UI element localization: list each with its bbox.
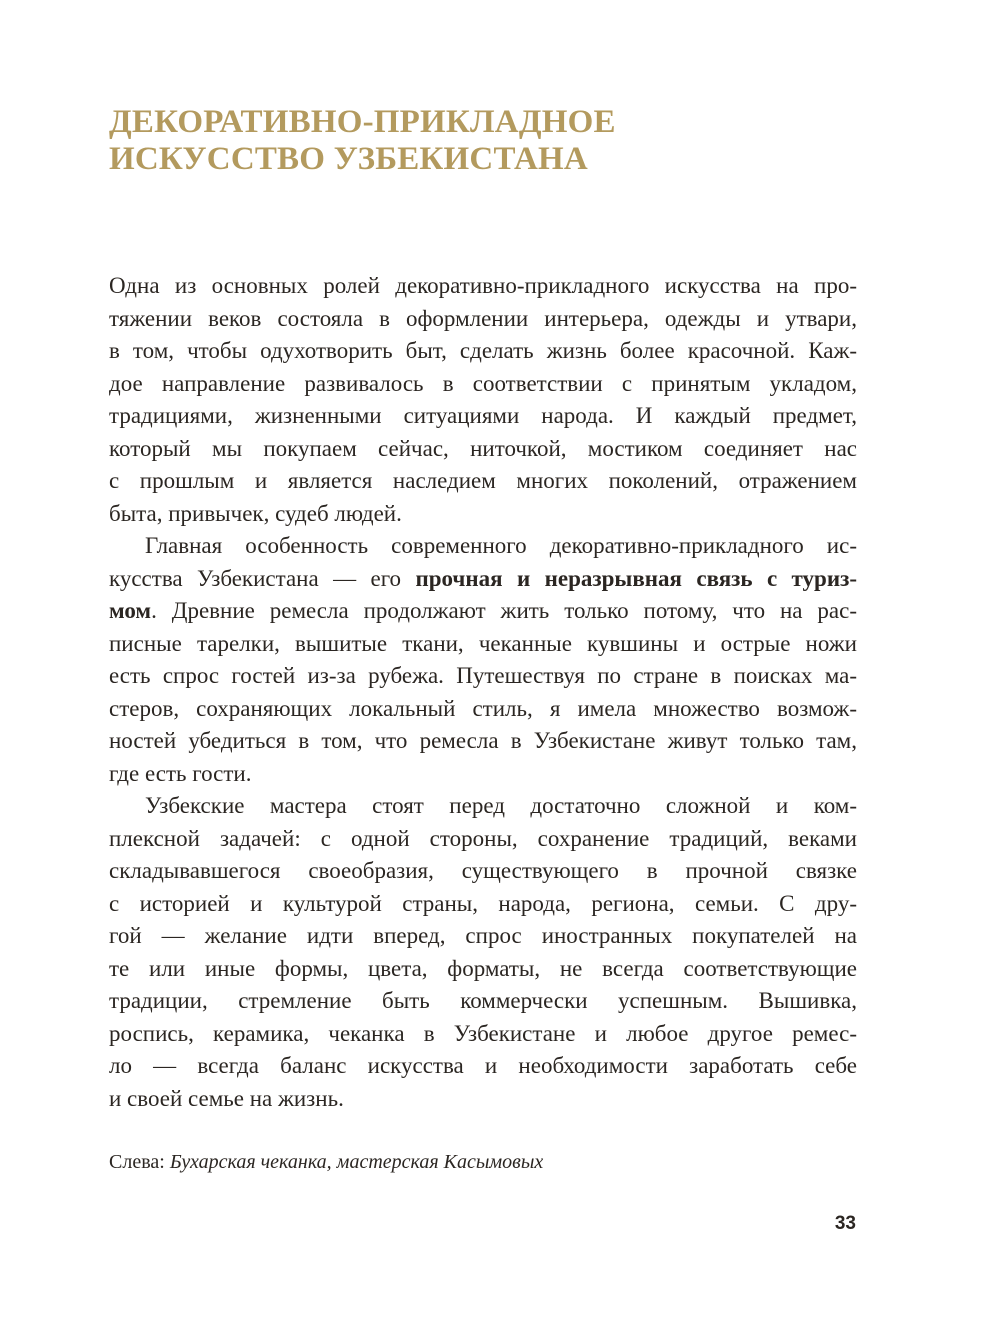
text-line: Одна из основных ролей декоративно-прикладного искусства на про- (109, 273, 857, 298)
text-line: те или иные формы, цвета, форматы, не всегда соответствующие (109, 955, 857, 981)
text-line: в том, чтобы одухотворить быт, сделать жизнь более красочной. Каж- (109, 338, 857, 363)
text-line: дое направление развивалось в соответствии с принятым укладом, (109, 370, 857, 396)
paragraph-2 (109, 530, 857, 790)
bold-text-run: мом (109, 598, 152, 623)
caption-label: Слева: (109, 1151, 165, 1173)
text-line: ло — всегда баланс искусства и необходимости заработать себе (109, 1053, 857, 1078)
text-line: складывавшегося своеобразия, существующего в прочной связке (109, 858, 857, 883)
text-line: традициями, жизненными ситуациями народа. И каждый предмет, (109, 403, 857, 428)
bold-text-run: прочная и неразрывная связь с туриз- (415, 565, 857, 591)
caption-text: Бухарская чеканка, мастерская Касымовых (169, 1151, 544, 1173)
image-caption (109, 1149, 869, 1175)
text-line: Главная особенность современного декоративно-прикладного ис- (145, 533, 857, 558)
text-run: . Древние ремесла продолжают жить только потому, что на рас- (151, 598, 857, 623)
text-line: традиции, стремление быть коммерчески успешным. Вышивка, (109, 988, 857, 1013)
text-run: кусства Узбекистана — его (109, 565, 416, 591)
text-line (109, 595, 857, 628)
paragraph-1 (109, 270, 857, 530)
page-number: 33 (834, 1213, 856, 1234)
text-line: ностей убедиться в том, что ремесла в Узбекистане живут только там, (109, 728, 857, 753)
text-line: тяжении веков состояла в оформлении интерьера, одежды и утвари, (109, 305, 857, 331)
text-line: есть спрос гостей из-за рубежа. Путешествуя по стране в поисках ма- (109, 663, 857, 688)
text-line: с прошлым и является наследием многих поколений, отражением (109, 468, 857, 493)
text-line: быта, привычек, судеб людей. (109, 500, 402, 526)
text-line: который мы покупаем сейчас, ниточкой, мостиком соединяет нас (109, 435, 857, 461)
text-line: с историей и культурой страны, народа, региона, семьи. С дру- (109, 890, 857, 916)
chapter-heading-line-2: ИСКУССТВО УЗБЕКИСТАНА (109, 141, 588, 177)
chapter-heading (109, 104, 869, 178)
text-line: стеров, сохраняющих локальный стиль, я имела множество возмож- (109, 695, 857, 721)
text-line: и своей семье на жизнь. (109, 1085, 344, 1111)
text-line: Узбекские мастера стоят перед достаточно сложной и ком- (145, 793, 857, 818)
text-line: где есть гости. (109, 760, 252, 786)
text-line: гой — желание идти вперед, спрос иностранных покупателей на (109, 923, 857, 948)
text-line: роспись, керамика, чеканка в Узбекистане и любое другое ремес- (109, 1020, 857, 1046)
text-line: писные тарелки, вышитые ткани, чеканные кувшины и острые ножи (109, 630, 857, 656)
text-line: плексной задачей: с одной стороны, сохранение традиций, веками (109, 825, 857, 851)
paragraph-3 (109, 790, 857, 1115)
text-line (109, 563, 857, 596)
chapter-heading-line-1: ДЕКОРАТИВНО-ПРИКЛАДНОЕ (109, 104, 616, 140)
body-text (109, 270, 857, 1115)
